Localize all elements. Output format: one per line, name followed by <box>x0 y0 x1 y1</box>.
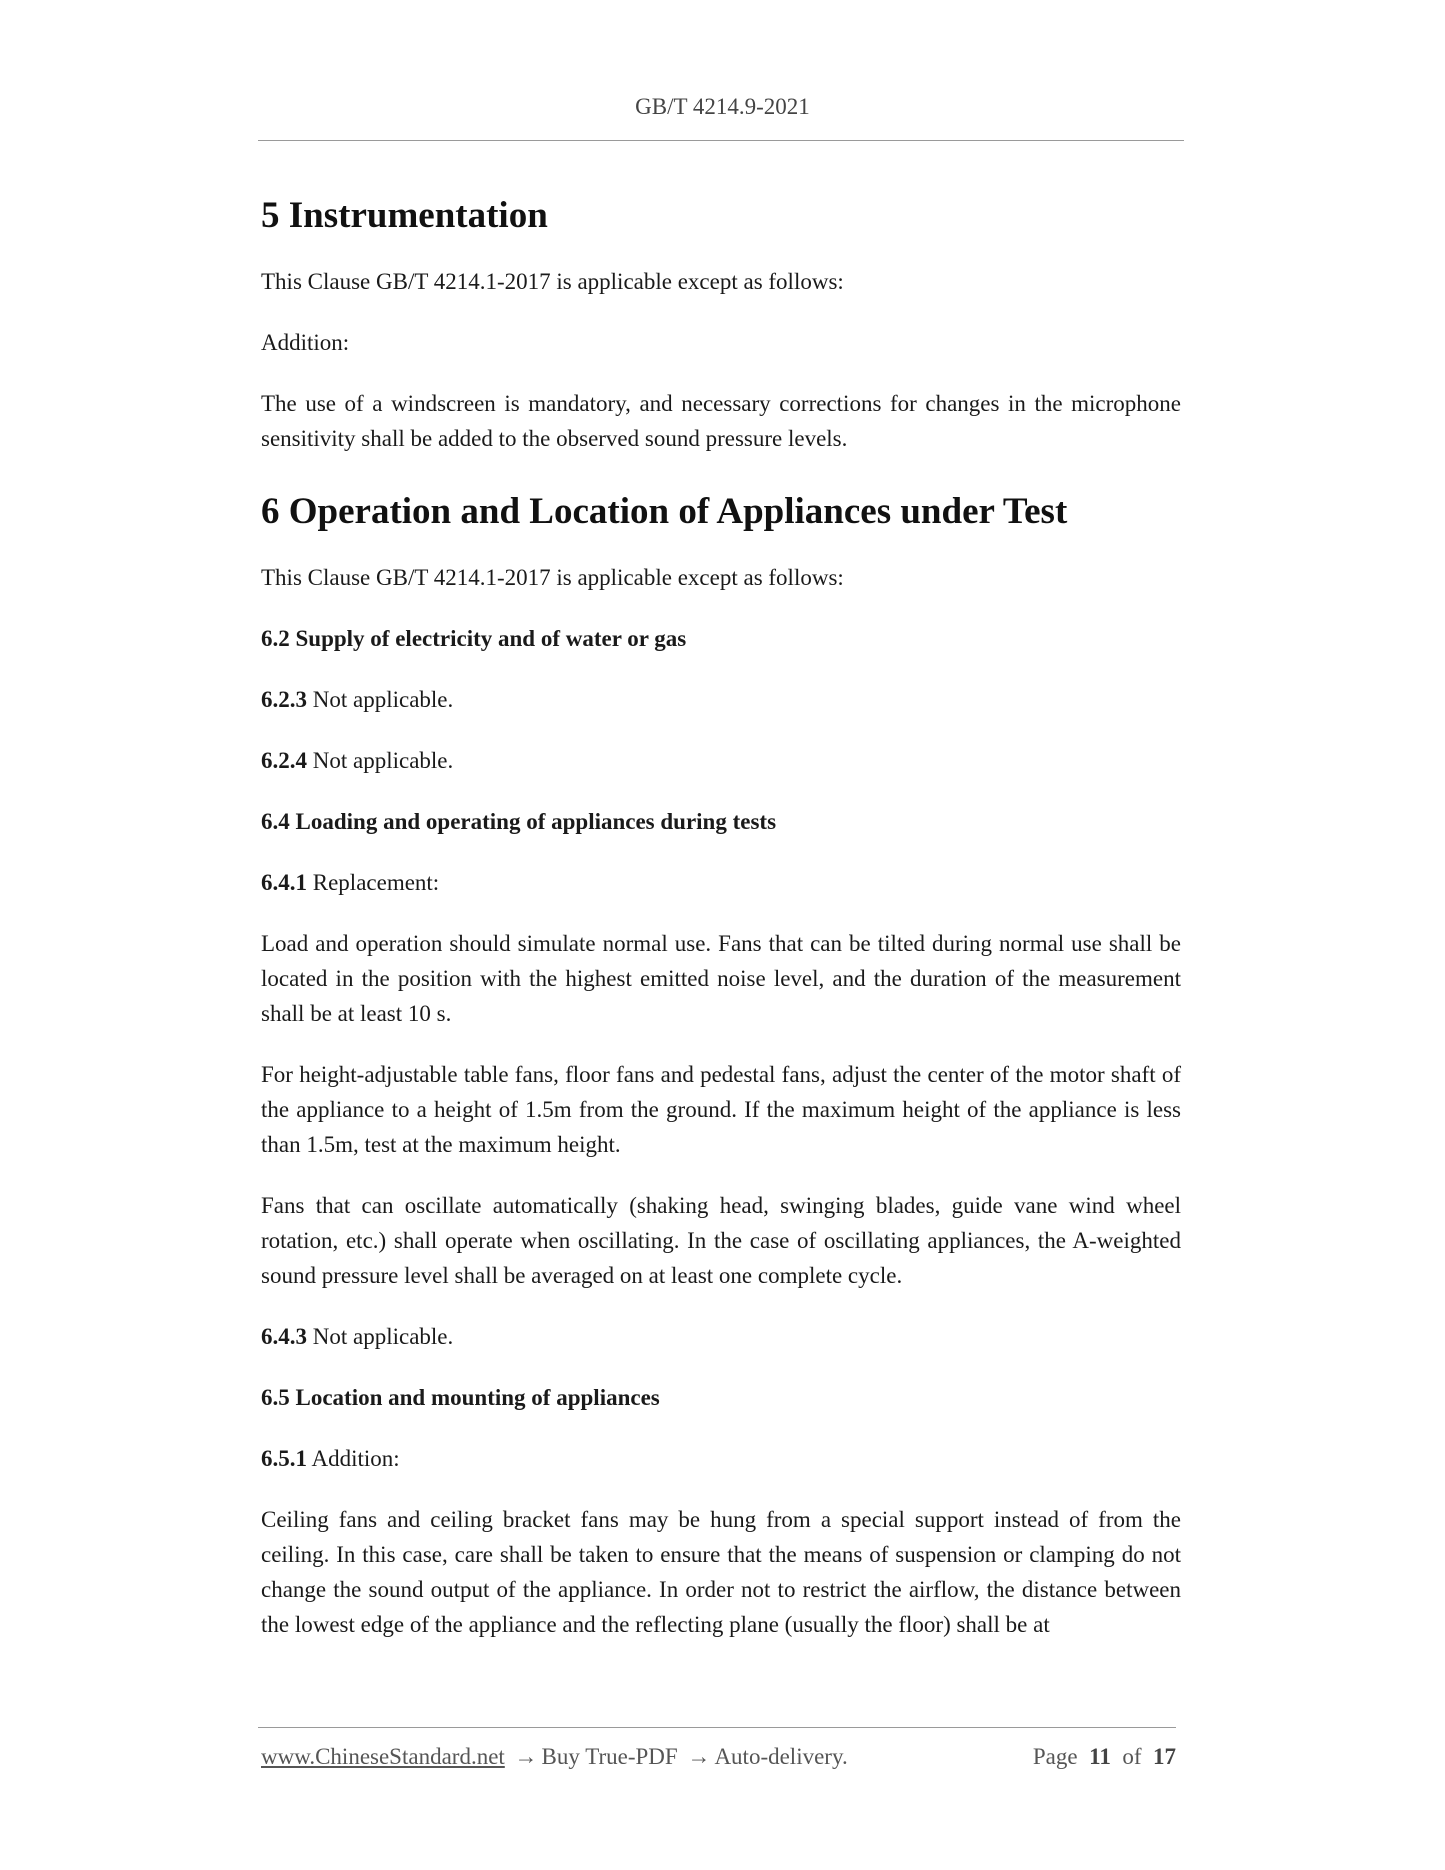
section-5-heading: 5 Instrumentation <box>261 195 548 236</box>
section-6-intro: This Clause GB/T 4214.1-2017 is applicable except as follows: <box>261 565 844 590</box>
subclause-6-4-3 <box>261 1319 1181 1354</box>
clause-text: Not applicable. <box>307 1324 454 1349</box>
section-5-intro: This Clause GB/T 4214.1-2017 is applicable except as follows: <box>261 269 844 294</box>
page-number: 11 <box>1089 1744 1111 1769</box>
running-header: GB/T 4214.9-2021 <box>635 94 810 119</box>
footer-promo <box>261 1744 848 1770</box>
section-5-addition-label: Addition: <box>261 330 350 355</box>
clause-number: 6.5.1 <box>261 1446 307 1471</box>
website-link[interactable]: www.ChineseStandard.net <box>261 1744 505 1769</box>
clause-number: 6.4.1 <box>261 870 307 895</box>
clause-number: 6.2.3 <box>261 687 307 712</box>
subclause-6-5-1 <box>261 1441 1181 1476</box>
auto-delivery-text: Auto-delivery. <box>714 1744 848 1769</box>
clause-text: Replacement: <box>307 870 440 895</box>
oscillating-paragraph: Fans that can oscillate automatically (shaking head, swinging blades, guide vane wind wheel rotation, etc.) shall operate when oscillating. In the case of oscillating appliances, the A-weighted sound pressure level shall be averaged on at least one complete cycle. <box>261 1193 1181 1288</box>
section-5-windscreen-paragraph: The use of a windscreen is mandatory, and necessary corrections for changes in the microphone sensitivity shall be added to the observed sound pressure levels. <box>261 391 1181 451</box>
subclause-6-2-4 <box>261 743 1181 778</box>
buy-pdf-text: Buy True-PDF <box>541 1744 678 1769</box>
subclause-6-2-title: 6.2 Supply of electricity and of water or gas <box>261 626 687 651</box>
header-divider <box>258 140 1184 141</box>
subclause-6-4-1 <box>261 865 1181 900</box>
load-operation-paragraph: Load and operation should simulate normal use. Fans that can be tilted during normal use shall be located in the position with the highest emitted noise level, and the duration of the measurement shall be at least 10 s. <box>261 931 1181 1026</box>
subclause-6-4-title: 6.4 Loading and operating of appliances during tests <box>261 809 777 834</box>
footer-divider <box>258 1727 1176 1728</box>
subclause-6-5-title: 6.5 Location and mounting of appliances <box>261 1385 660 1410</box>
height-adjustable-paragraph: For height-adjustable table fans, floor fans and pedestal fans, adjust the center of the motor shaft of the appliance to a height of 1.5m from the ground. If the maximum height of the appliance is less than 1.5m, test at the maximum height. <box>261 1062 1181 1157</box>
clause-text: Not applicable. <box>307 748 454 773</box>
of-label: of <box>1122 1744 1142 1769</box>
page-label: Page <box>1032 1744 1078 1769</box>
section-6-heading: 6 Operation and Location of Appliances under Test <box>261 491 1068 532</box>
clause-number: 6.4.3 <box>261 1324 307 1349</box>
page-total: 17 <box>1153 1744 1176 1769</box>
arrow-right-icon: → <box>514 1744 538 1769</box>
page-counter <box>1033 1744 1176 1770</box>
ceiling-fans-paragraph: Ceiling fans and ceiling bracket fans may be hung from a special support instead of from the ceiling. In this case, care shall be taken to ensure that the means of suspension or clamping do not change the sound output of the appliance. In order not to restrict the airflow, the distance between the lowest edge of the appliance and the reflecting plane (usually the floor) shall be at <box>261 1507 1181 1637</box>
subclause-6-2-3 <box>261 682 1181 717</box>
clause-text: Not applicable. <box>307 687 454 712</box>
clause-text: Addition: <box>307 1446 400 1471</box>
arrow-right-icon: → <box>687 1744 711 1769</box>
clause-number: 6.2.4 <box>261 748 307 773</box>
page-body <box>261 190 1181 1668</box>
